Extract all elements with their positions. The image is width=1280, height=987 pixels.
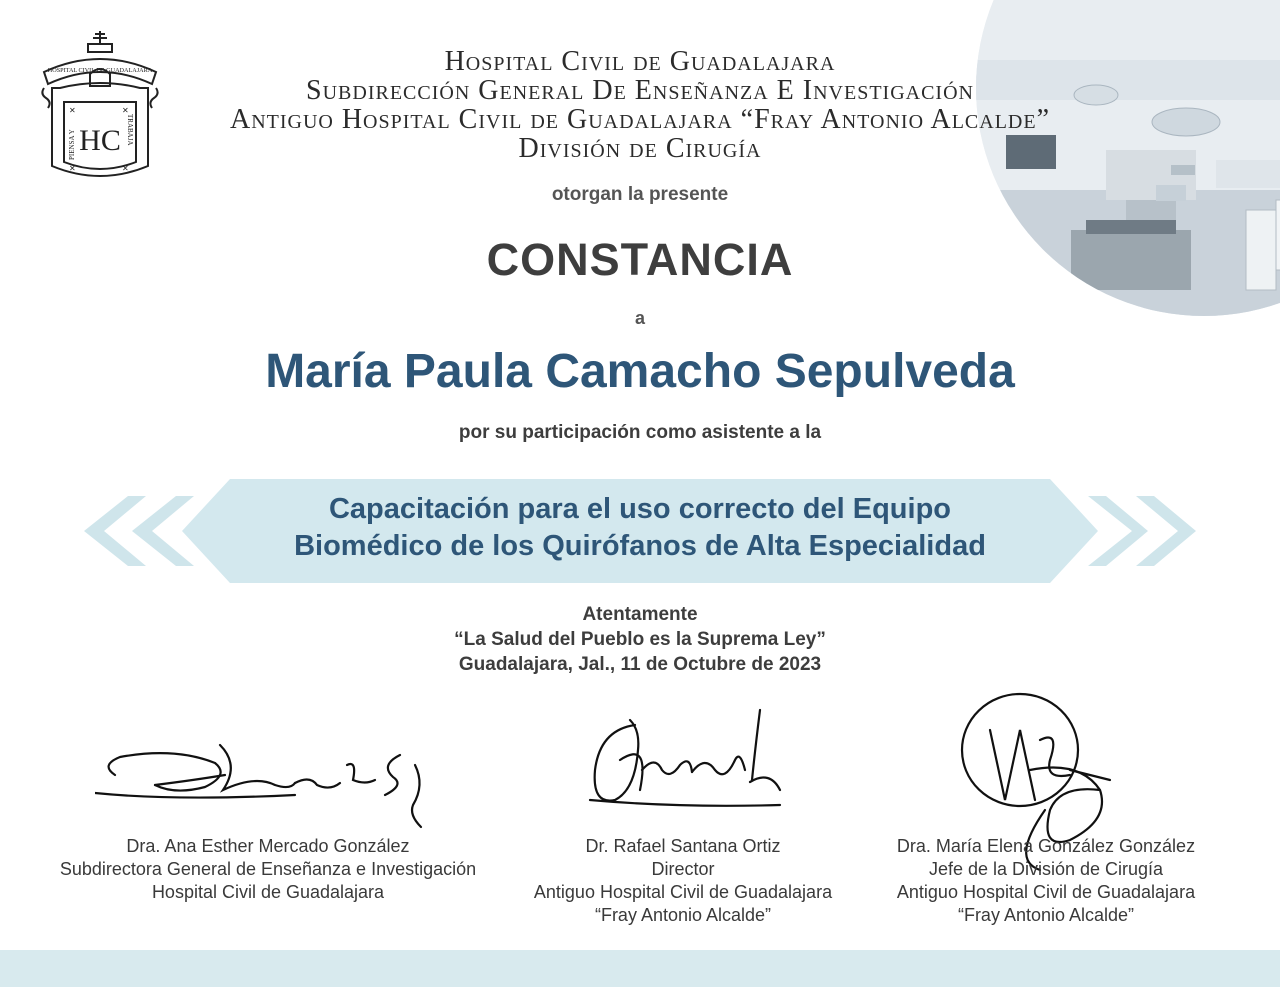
motto-text: “La Salud del Pueblo es la Suprema Ley”	[454, 629, 826, 650]
svg-text:PIENSA Y: PIENSA Y	[68, 129, 76, 160]
svg-text:✕: ✕	[69, 106, 76, 115]
signatory-3-title: Jefe de la División de Cirugía	[928, 859, 1164, 879]
header-line-antiguo-hospital: Antiguo Hospital Civil de Guadalajara “Fray Antonio Alcalde”	[229, 104, 1051, 135]
header-line-hospital: Hospital Civil de Guadalajara	[444, 46, 836, 77]
svg-text:TRABAJA: TRABAJA	[126, 114, 134, 146]
place-date-text: Guadalajara, Jal., 11 de Octubre de 2023	[458, 654, 822, 675]
signatory-1-name: Dra. Ana Esther Mercado González	[126, 836, 410, 856]
svg-text:✕: ✕	[69, 164, 76, 173]
signatory-1-title: Subdirectora General de Enseñanza e Investigación	[59, 859, 477, 879]
footer-band	[0, 950, 1280, 987]
closing-text: Atentamente	[582, 604, 698, 625]
signatory-1	[20, 835, 516, 904]
signature-mercado	[95, 735, 435, 835]
svg-text:HOSPITAL CIVIL DE GUADALAJARA: HOSPITAL CIVIL DE GUADALAJARA	[47, 67, 153, 74]
svg-text:✕: ✕	[122, 106, 129, 115]
signatory-2-institution-line2: “Fray Antonio Alcalde”	[594, 905, 772, 925]
signatory-3	[866, 835, 1226, 927]
to-text: a	[634, 308, 645, 328]
signatory-1-institution: Hospital Civil de Guadalajara	[151, 882, 385, 902]
svg-text:HC: HC	[79, 124, 121, 157]
signatory-2-name: Dr. Rafael Santana Ortiz	[585, 836, 781, 856]
signatory-2-title: Director	[651, 859, 715, 879]
recipient-name: María Paula Camacho Sepulveda	[265, 345, 1015, 398]
header-line-division: División de Cirugía	[518, 133, 762, 164]
svg-text:✕: ✕	[122, 164, 129, 173]
signatory-2-institution: Antiguo Hospital Civil de Guadalajara	[533, 882, 833, 902]
signatory-3-name: Dra. María Elena González González	[896, 836, 1196, 856]
header-line-subdireccion: Subdirección General De Enseñanza E Investigación	[306, 75, 974, 106]
grant-text: otorgan la presente	[551, 184, 729, 205]
signatory-2	[505, 835, 861, 927]
participation-text: por su participación como asistente a la	[458, 422, 822, 443]
course-title-line2: Biomédico de los Quirófanos de Alta Especialidad	[294, 530, 986, 562]
document-title: CONSTANCIA	[486, 234, 794, 285]
signatory-3-institution: Antiguo Hospital Civil de Guadalajara	[896, 882, 1196, 902]
signature-santana	[580, 700, 790, 820]
signatory-3-institution-line2: “Fray Antonio Alcalde”	[957, 905, 1135, 925]
course-title-line1: Capacitación para el uso correcto del Equipo	[328, 493, 952, 525]
